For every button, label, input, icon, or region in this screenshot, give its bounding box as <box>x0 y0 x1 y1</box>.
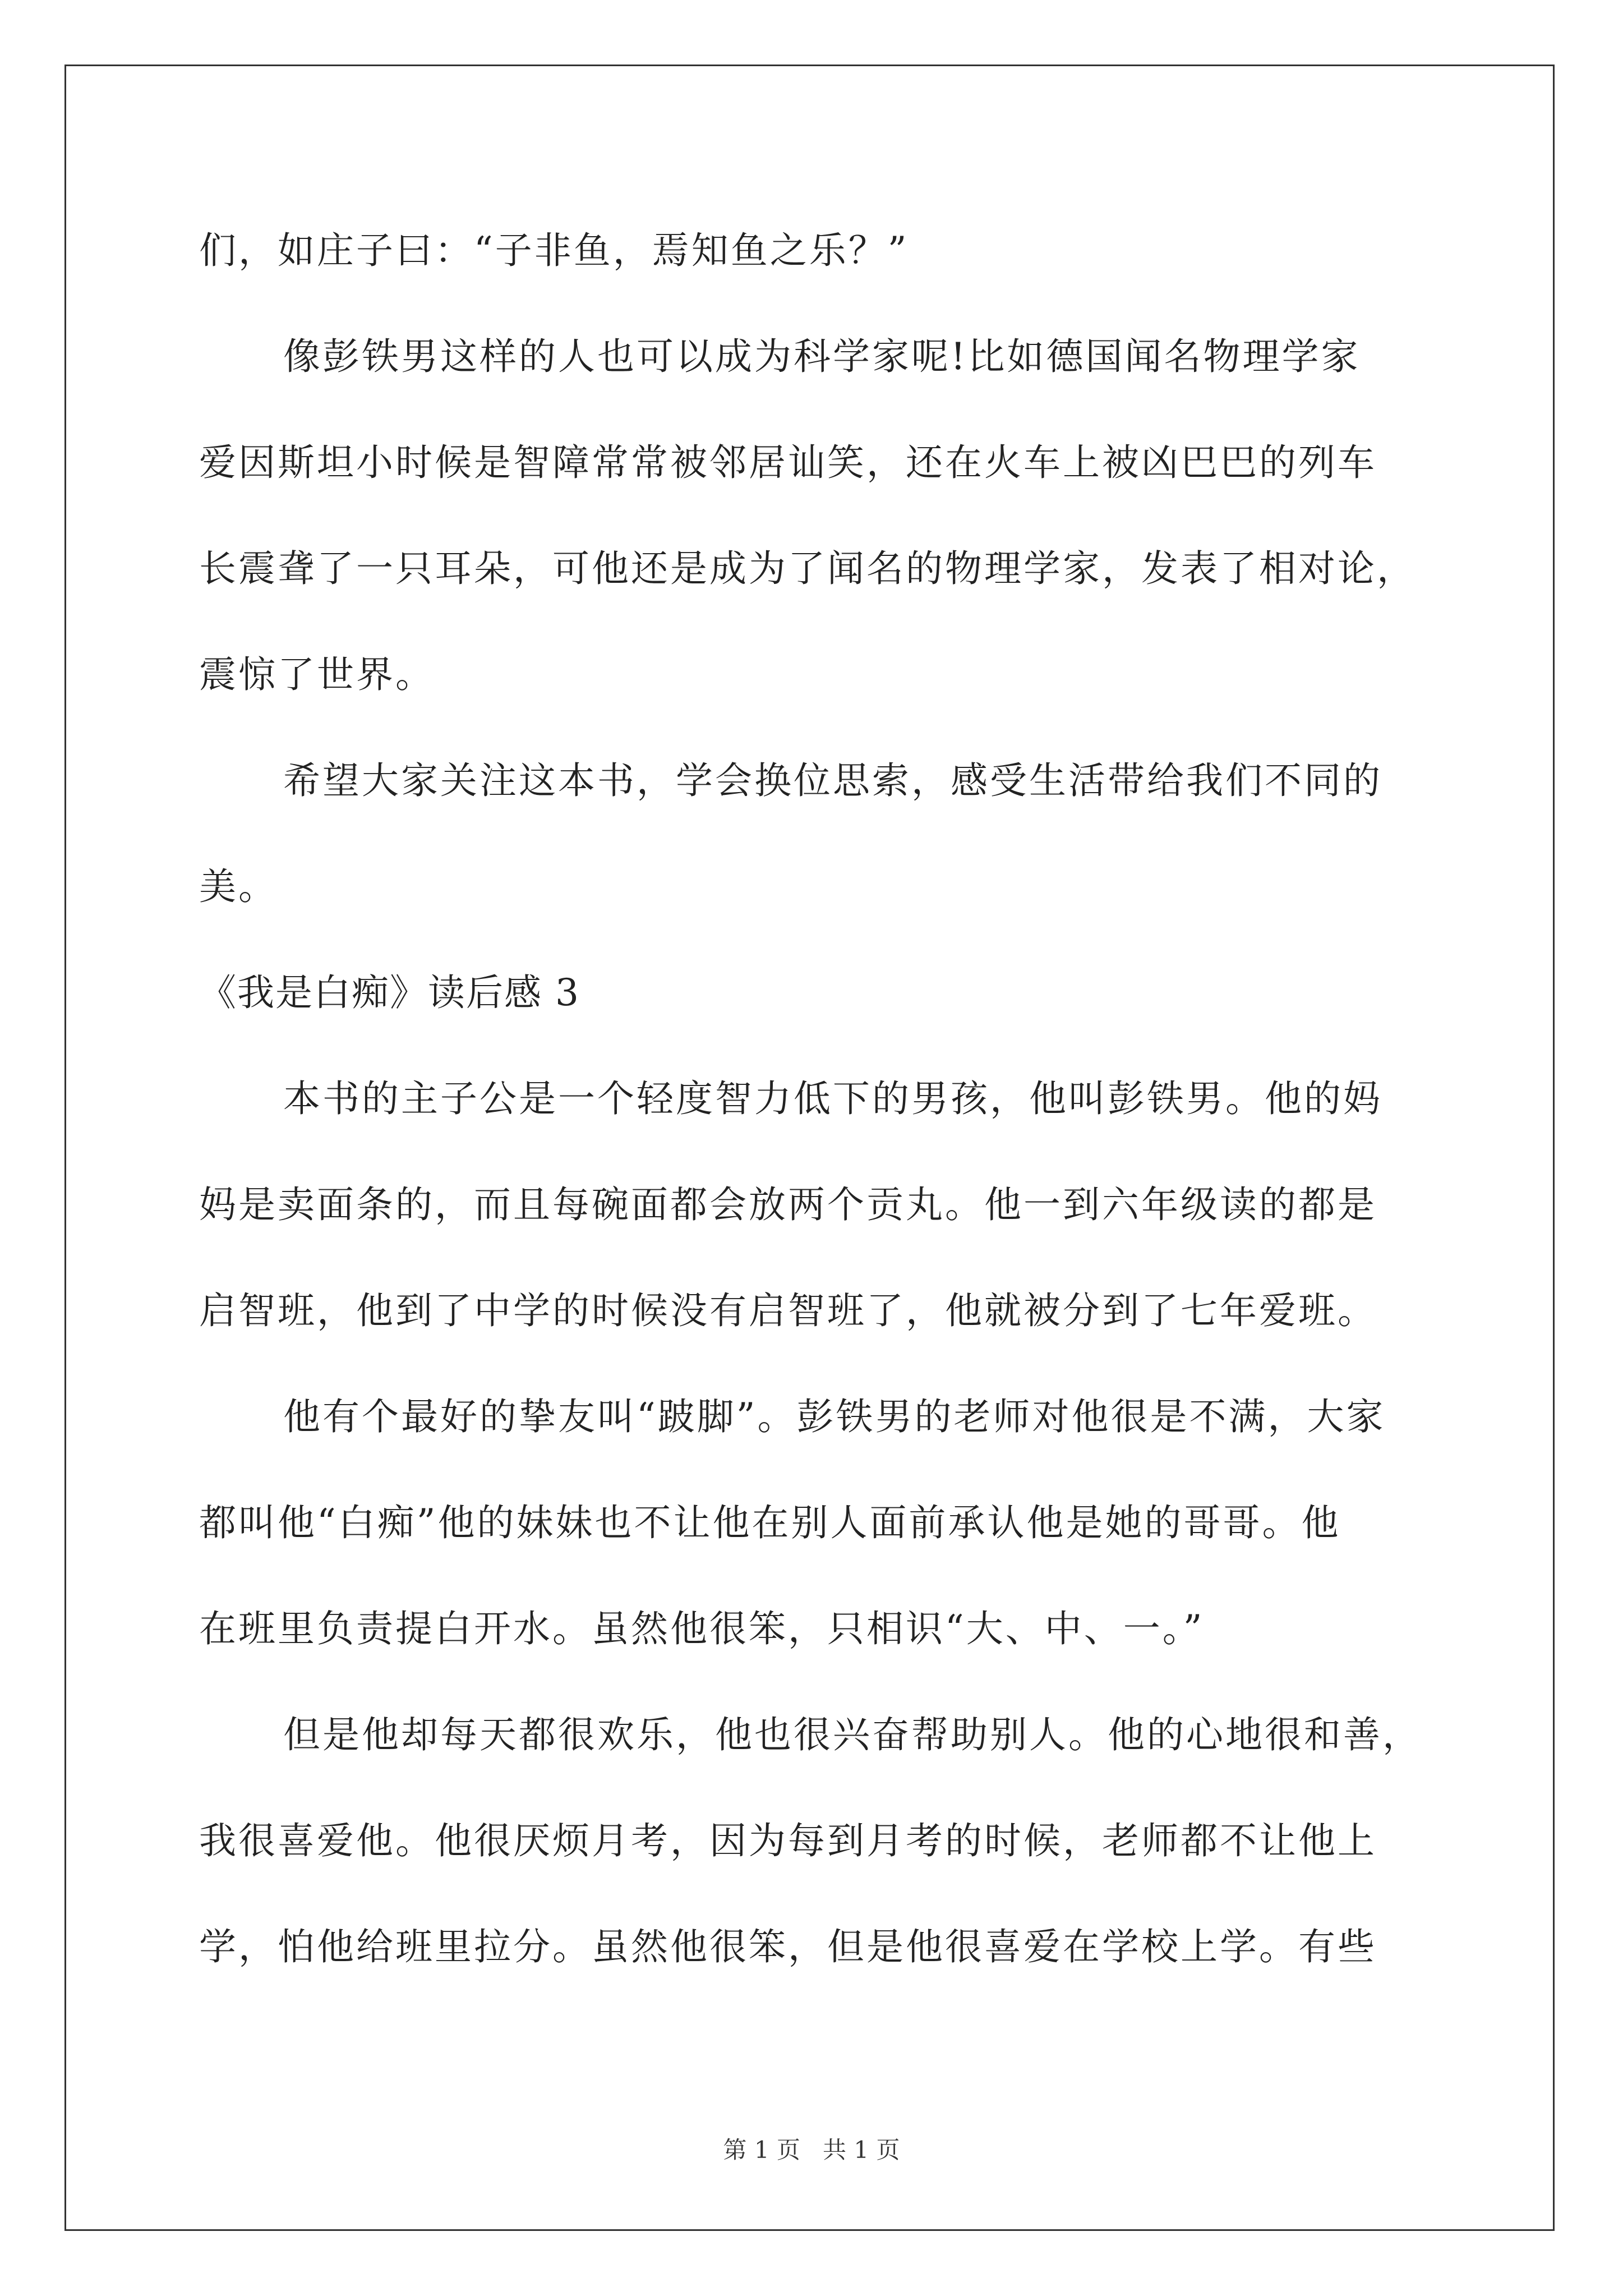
text-line: 他有个最好的挚友叫“跛脚”。彭铁男的老师对他很是不满，大家 <box>283 1395 1386 1438</box>
text-line: 本书的主子公是一个轻度智力低下的男孩，他叫彭铁男。他的妈 <box>283 1077 1382 1120</box>
text-line: 像彭铁男这样的人也可以成为科学家呢!比如德国闻名物理学家 <box>283 335 1361 378</box>
text-line: 美。 <box>199 865 278 908</box>
text-line: 震惊了世界。 <box>199 653 435 696</box>
document-body <box>199 197 1427 2000</box>
text-line: 长震聋了一只耳朵，可他还是成为了闻名的物理学家，发表了相对论， <box>199 547 1416 590</box>
page-footer: 第 1 页 共 1 页 <box>723 2136 900 2164</box>
text-line: 爱因斯坦小时候是智障常常被邻居讪笑，还在火车上被凶巴巴的列车 <box>199 441 1377 484</box>
text-line: 我很喜爱他。他很厌烦月考，因为每到月考的时候，老师都不让他上 <box>199 1819 1377 1862</box>
text-line: 妈是卖面条的，而且每碗面都会放两个贡丸。他一到六年级读的都是 <box>199 1183 1377 1226</box>
text-line: 都叫他“白痴”他的妹妹也不让他在别人面前承认他是她的哥哥。他 <box>199 1501 1341 1544</box>
text-line: 们，如庄子曰：“子非鱼，焉知鱼之乐？” <box>199 229 909 272</box>
text-line: 学，怕他给班里拉分。虽然他很笨，但是他很喜爱在学校上学。有些 <box>199 1925 1377 1968</box>
text-line: 在班里负责提白开水。虽然他很笨，只相识“大、中、一。” <box>199 1607 1205 1650</box>
section-heading: 《我是白痴》读后感 3 <box>199 971 580 1014</box>
text-line: 但是他却每天都很欢乐，他也很兴奋帮助别人。他的心地很和善， <box>283 1713 1422 1756</box>
text-line: 希望大家关注这本书，学会换位思索，感受生活带给我们不同的 <box>283 759 1382 802</box>
text-line: 启智班，他到了中学的时候没有启智班了，他就被分到了七年爱班。 <box>199 1289 1377 1332</box>
